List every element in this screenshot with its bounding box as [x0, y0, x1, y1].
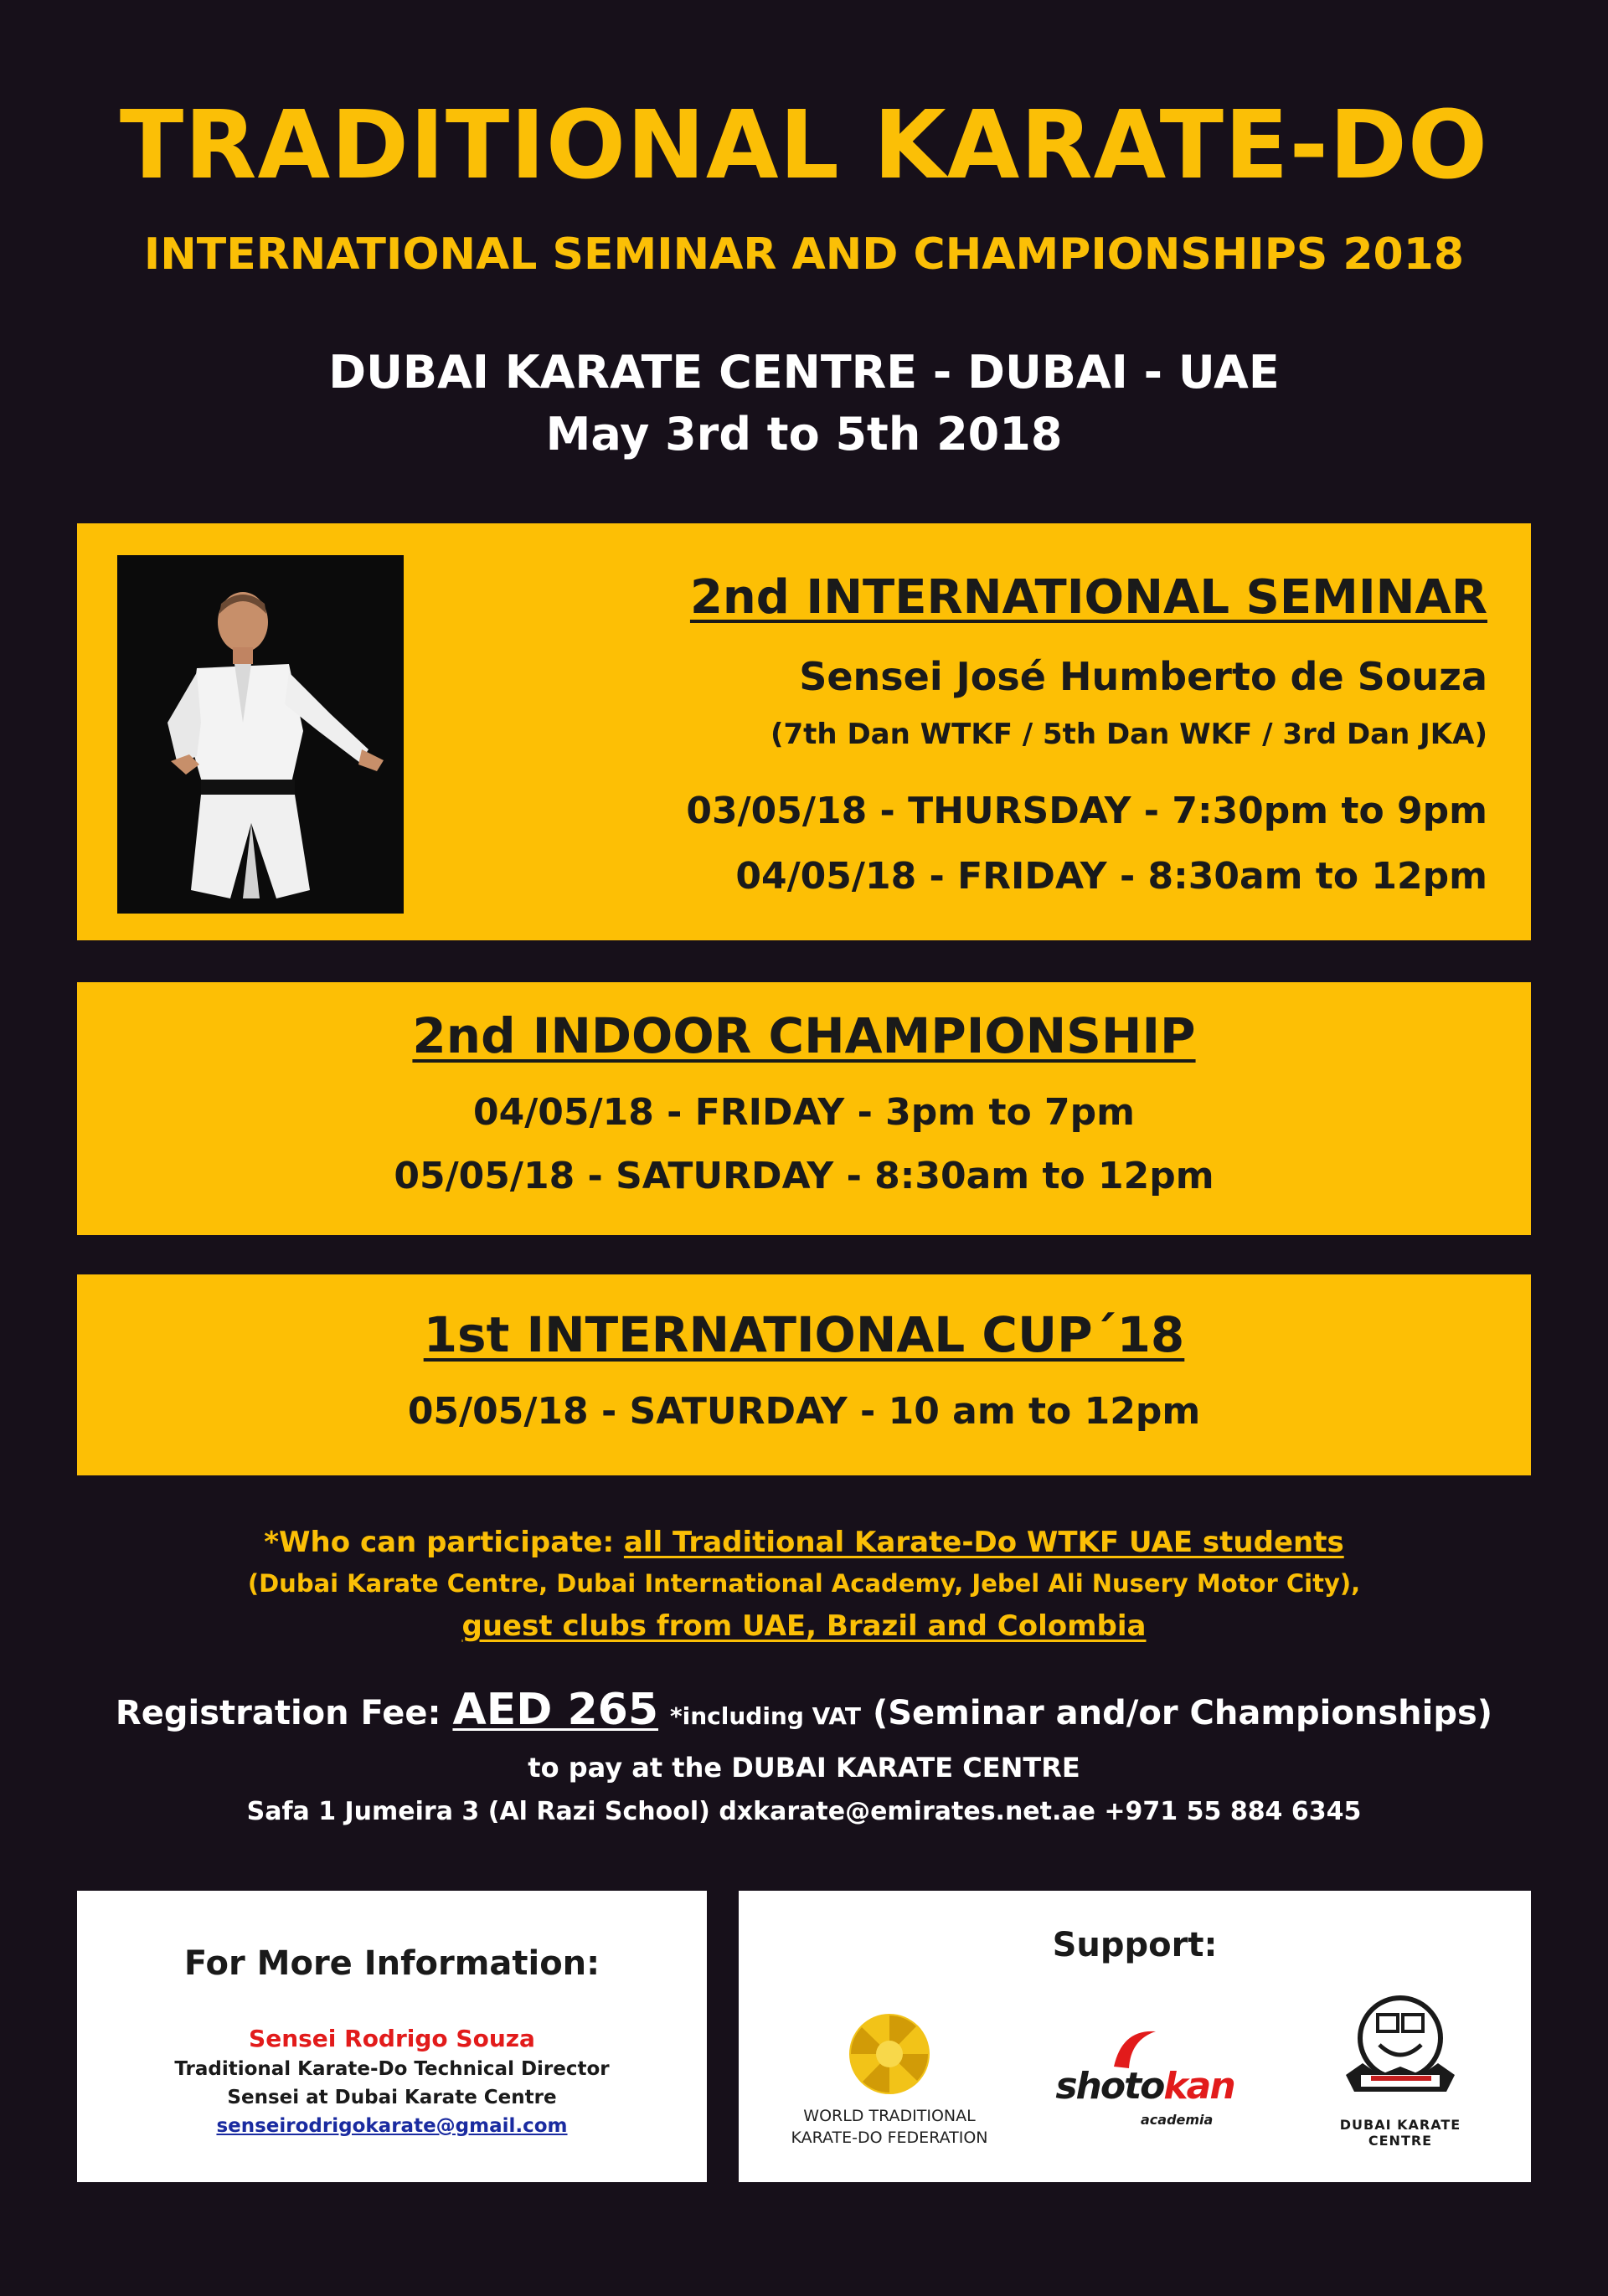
- registration-label: Registration Fee:: [115, 1694, 441, 1732]
- info-position: Sensei at Dubai Karate Centre: [227, 2087, 557, 2108]
- info-role: Traditional Karate-Do Technical Director: [174, 2058, 610, 2080]
- shotokan-logo: [1040, 2025, 1250, 2142]
- seminar-session: 04/05/18 - FRIDAY - 8:30am to 12pm: [735, 855, 1487, 898]
- participation-label: *Who can participate:: [264, 1526, 615, 1559]
- registration-vat: *including VAT: [669, 1702, 862, 1730]
- info-name: Sensei Rodrigo Souza: [249, 2025, 535, 2052]
- seminar-ranks: (7th Dan WTKF / 5th Dan WKF / 3rd Dan JKA): [770, 718, 1487, 751]
- indoor-session: 05/05/18 - SATURDAY - 8:30am to 12pm: [394, 1155, 1214, 1197]
- dkc-emblem-icon: [1337, 1991, 1463, 2108]
- registration-line: [0, 1685, 1608, 1735]
- participation-guests-line: [0, 1609, 1608, 1643]
- venue: DUBAI KARATE CENTRE - DUBAI - UAE: [328, 346, 1280, 399]
- info-heading: For More Information:: [183, 1944, 600, 1983]
- sensei-photo: [117, 555, 404, 914]
- dkc-caption: DUBAI KARATE CENTRE: [1339, 2117, 1461, 2149]
- main-title: TRADITIONAL KARATE-DO: [119, 91, 1489, 200]
- shotokan-text-b: kan: [1163, 2065, 1234, 2108]
- seminar-session: 03/05/18 - THURSDAY - 7:30pm to 9pm: [686, 790, 1487, 832]
- indoor-session: 04/05/18 - FRIDAY - 3pm to 7pm: [473, 1091, 1135, 1134]
- support-box: [739, 1891, 1531, 2182]
- wtkf-line1: WORLD TRADITIONAL: [803, 2107, 976, 2125]
- info-email-link[interactable]: senseirodrigokarate@gmail.com: [216, 2115, 568, 2137]
- dkc-logo: [1317, 1991, 1484, 2150]
- wtkf-logo: [789, 2008, 990, 2159]
- registration-address: Safa 1 Jumeira 3 (Al Razi School) dxkarate@emirates.net.ae +971 55 884 6345: [246, 1797, 1362, 1826]
- registration-amount: AED 265: [452, 1685, 659, 1735]
- seminar-sensei: Sensei José Humberto de Souza: [799, 654, 1487, 699]
- karate-figure-icon: [117, 555, 404, 914]
- event-dates: May 3rd to 5th 2018: [545, 408, 1063, 461]
- sub-title: INTERNATIONAL SEMINAR AND CHAMPIONSHIPS 2018: [143, 229, 1465, 280]
- indoor-title: 2nd INDOOR CHAMPIONSHIP: [412, 1007, 1196, 1064]
- wtkf-emblem-icon: [839, 2008, 940, 2100]
- cup-session: 05/05/18 - SATURDAY - 10 am to 12pm: [407, 1390, 1201, 1433]
- shotokan-sub: academia: [1141, 2112, 1214, 2128]
- shotokan-text-a: shoto: [1055, 2065, 1164, 2108]
- registration-pay-line: to pay at the DUBAI KARATE CENTRE: [528, 1752, 1080, 1784]
- participation-schools: (Dubai Karate Centre, Dubai International Academy, Jebel Ali Nusery Motor City),: [247, 1569, 1361, 1598]
- international-cup-box: [77, 1274, 1531, 1475]
- registration-scope: (Seminar and/or Championships): [872, 1694, 1493, 1732]
- participation-line: [0, 1526, 1608, 1559]
- support-heading: Support:: [1052, 1926, 1218, 1964]
- seminar-title: 2nd INTERNATIONAL SEMINAR: [689, 570, 1487, 625]
- cup-title: 1st INTERNATIONAL CUP´18: [423, 1306, 1185, 1363]
- wtkf-line2: KARATE-DO FEDERATION: [791, 2129, 988, 2147]
- participation-guests: guest clubs from UAE, Brazil and Colombia: [461, 1609, 1147, 1643]
- indoor-championship-box: [77, 982, 1531, 1235]
- info-box: [77, 1891, 707, 2182]
- participation-students: all Traditional Karate-Do WTKF UAE students: [623, 1526, 1344, 1559]
- seminar-box: [77, 523, 1531, 940]
